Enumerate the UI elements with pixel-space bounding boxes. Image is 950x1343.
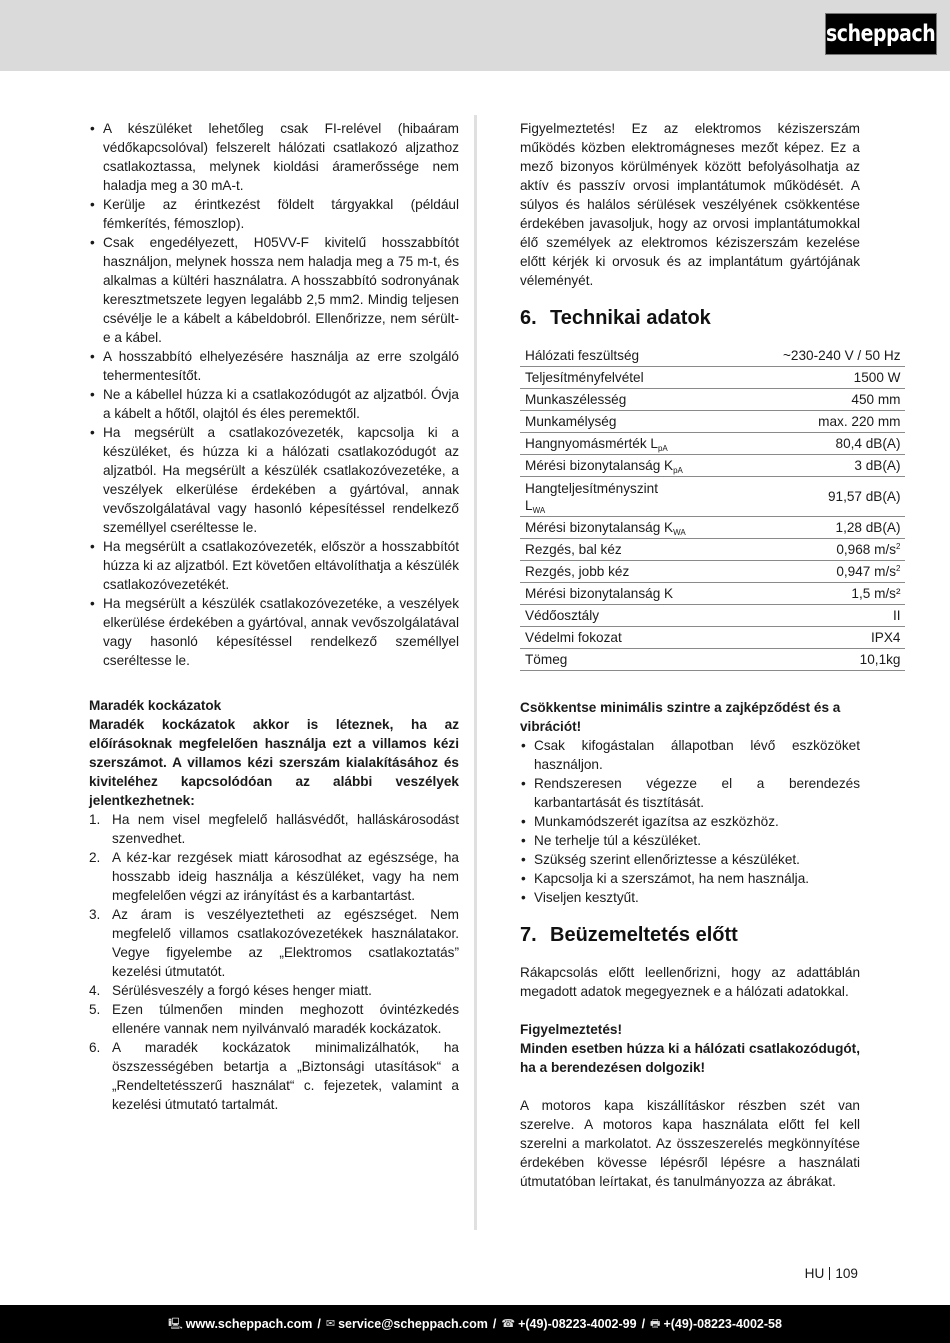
- spec-label-text: Védelmi fokozat: [525, 630, 622, 645]
- page-number-value: 109: [835, 1266, 858, 1281]
- spec-label-text: Védőosztály: [525, 608, 600, 623]
- page-number: [790, 1264, 858, 1283]
- spec-label-text: Munkamélység: [525, 414, 617, 429]
- spec-label-text: Mérési bizonytalanság K: [525, 586, 674, 601]
- warning-text: Minden esetben húzza ki a hálózati csatlakozódugót, ha a berendezésen dolgozik!: [520, 1041, 860, 1075]
- divider: [829, 1267, 830, 1280]
- section-6-heading: [520, 306, 860, 330]
- spec-label-text: Mérési bizonytalanság K: [525, 520, 674, 535]
- spec-value-text: 0,968 m/s: [836, 542, 897, 557]
- spec-label-text: Rezgés, jobb kéz: [525, 564, 630, 579]
- list-item: • Kapcsolja ki a szerszámot, ha nem használja.: [520, 869, 860, 888]
- list-item: • Szükség szerint ellenőriztesse a készüléket.: [520, 850, 860, 869]
- noise-reduction-list: [520, 736, 860, 907]
- separator: /: [492, 1316, 497, 1331]
- spec-value-text: ~230-240 V / 50 Hz: [782, 348, 901, 363]
- phone-number[interactable]: +(49)-08223-4002-99: [518, 1316, 637, 1331]
- left-column: [89, 119, 459, 1114]
- fax-number: +(49)-08223-4002-58: [663, 1316, 782, 1331]
- list-item: • Ne a kábellel húzza ki a csatlakozódugót az aljzatból. Óvja a kábelt a hőtől, olajtól és éles peremektől.: [89, 385, 459, 423]
- spec-value: [778, 455, 905, 477]
- section-number: 7.: [520, 924, 537, 946]
- spec-value-superscript: 2: [896, 542, 901, 551]
- spec-value-text: 0,947 m/s: [836, 564, 897, 579]
- item-number: 3.: [89, 907, 101, 922]
- spec-label-text: Hálózati feszültség: [525, 348, 640, 363]
- right-column: [520, 119, 901, 1191]
- table-row: [520, 627, 905, 649]
- table-row: [520, 411, 905, 433]
- list-item: • Csak kifogástalan állapotban lévő eszközöket használjon.: [520, 736, 860, 774]
- pre-check-paragraph: Rákapcsolás előtt leellenőrizni, hogy az adattáblán megadott adatok megegyeznek e a hálózati adatokkal.: [520, 965, 860, 999]
- logo-text: scheppach: [826, 20, 936, 47]
- spec-label: [520, 583, 778, 605]
- item-number: 2.: [89, 850, 101, 865]
- spec-label: [520, 627, 778, 649]
- item-number: 4.: [89, 983, 101, 998]
- spec-label: [520, 433, 778, 455]
- spec-value-text: 1,28 dB(A): [835, 520, 901, 535]
- section-number: 6.: [520, 307, 537, 329]
- list-item: • Ha megsérült a csatlakozóvezeték, először a hosszabbítót húzza ki az aljzatból. Ezt követően eltávolíthatja a készülék csatlakozóvezetékét.: [89, 537, 459, 594]
- spec-value: [778, 583, 905, 605]
- list-item: • Kerülje az érintkezést földelt tárgyakkal (például fémkerítés, fémoszlop).: [89, 195, 459, 233]
- spec-label: [520, 605, 778, 627]
- spec-value-text: 10,1kg: [859, 652, 901, 667]
- residual-risks-heading: Maradék kockázatok: [89, 698, 222, 713]
- spec-label-text: Munkaszélesség: [525, 392, 627, 407]
- spec-label: [520, 649, 778, 671]
- spec-value-text: 450 mm: [851, 392, 901, 407]
- separator: /: [317, 1316, 321, 1331]
- spec-label: [520, 367, 778, 389]
- table-row: [520, 649, 905, 671]
- spec-value-text: 91,57 dB(A): [827, 489, 901, 504]
- spec-label: [520, 411, 778, 433]
- spec-value-text: IPX4: [871, 630, 901, 645]
- residual-risks-intro: Maradék kockázatok akkor is léteznek, ha az előírásoknak megfelelően használja ezt a villamos kézi szerszámot. A villamos kézi szerszám kialakításához és kiviteléhez kapcsolódóan az alábbi veszélyek jelentkezhetnek:: [89, 717, 459, 808]
- spec-value: [778, 627, 905, 649]
- spec-label-text: Teljesítményfelvétel: [525, 370, 644, 385]
- spec-value: [778, 517, 905, 539]
- list-item: [89, 905, 459, 981]
- spec-value: [778, 433, 905, 455]
- section-title: Beüzemeltetés előtt: [550, 924, 738, 946]
- fax-icon: 🖶: [650, 1317, 661, 1330]
- list-item: • A hosszabbító elhelyezésére használja az erre szolgáló tehermentesítőt.: [89, 347, 459, 385]
- spec-label-text: Hangteljesítményszint L: [525, 481, 658, 513]
- spec-label: [520, 455, 778, 477]
- spec-label-text: Tömeg: [525, 652, 568, 667]
- website-link[interactable]: www.scheppach.com: [185, 1316, 313, 1331]
- separator: /: [641, 1316, 646, 1331]
- spec-label-text: Hangnyomásmérték L: [525, 436, 658, 451]
- spec-value: [778, 649, 905, 671]
- spec-value-text: 3 dB(A): [854, 458, 901, 473]
- list-item: [89, 848, 459, 905]
- spec-label-subscript: pA: [673, 466, 683, 475]
- item-number: 1.: [89, 812, 101, 827]
- spec-value: [778, 411, 905, 433]
- list-item: [89, 810, 459, 848]
- table-row: [520, 367, 905, 389]
- item-text: A maradék kockázatok minimalizálhatók, ha öszszességében betartja a „Biztonsági utasítások“ a „Rendeltetésszerű használat“ c. fejezetek, valamint a kezelési útmutató tartalmát.: [112, 1040, 459, 1112]
- scheppach-logo: [825, 13, 937, 55]
- list-item: • Viseljen kesztyűt.: [520, 888, 860, 907]
- spec-label-subscript: WA: [532, 506, 546, 515]
- spec-label: [520, 345, 778, 367]
- safety-bullet-list: [89, 119, 459, 670]
- list-item: • Csak engedélyezett, H05VV-F kivitelű hosszabbítót használjon, melynek hossza nem haladja meg a 75 m-t, és alkalmas a kültéri használatra. A hosszabbító sodronyának keresztmetszete legyen legalább 2,5 mm2. Mindig teljesen csévélje le a kábelt a kábeldobról. Ellenőrizze, nem sérült-e a kábel.: [89, 233, 459, 347]
- table-row: [520, 389, 905, 411]
- spec-value: [778, 477, 905, 517]
- spec-value-text: 80,4 dB(A): [835, 436, 901, 451]
- spec-value: [778, 539, 905, 561]
- list-item: [89, 1000, 459, 1038]
- spec-label: [520, 389, 778, 411]
- table-row: [520, 605, 905, 627]
- emf-warning-paragraph: Figyelmeztetés! Ez az elektromos kéziszerszám működés közben elektromágneses mezőt képez. Ez a mező bizonyos körülmények között befolyásolhatja az aktív és passzív orvosi implantátumok működését. A súlyos és halálos sérülések veszélyének csökkentése érdekében javasoljuk, hogy az orvosi implantátumokkal élő személyek az elektromos kéziszerszám kezelése előtt kérjék ki orvosuk és az implantátum gyártójának véleményét.: [520, 121, 860, 288]
- spec-value-text: II: [892, 608, 901, 623]
- spec-label: [520, 561, 778, 583]
- table-row: [520, 517, 905, 539]
- section-title: Technikai adatok: [550, 307, 711, 329]
- table-row: [520, 433, 905, 455]
- computer-icon: 🖳: [168, 1317, 183, 1330]
- spec-value-text: 1,5 m/s²: [851, 586, 901, 601]
- contact-footer: [0, 1305, 950, 1343]
- list-item: [89, 981, 459, 1000]
- list-item: • Munkamódszerét igazítsa az eszközhöz.: [520, 812, 860, 831]
- spec-label: [520, 539, 778, 561]
- spec-label-subscript: WA: [673, 528, 686, 537]
- email-link[interactable]: service@scheppach.com: [338, 1316, 488, 1331]
- item-text: Ha nem visel megfelelő hallásvédőt, halláskárosodást szenvedhet.: [112, 812, 459, 846]
- table-row: [520, 539, 905, 561]
- item-number: 6.: [89, 1040, 101, 1055]
- spec-value: [778, 345, 905, 367]
- table-row: [520, 477, 905, 517]
- list-item: [89, 1038, 459, 1114]
- spec-value: [778, 367, 905, 389]
- item-text: Az áram is veszélyeztetheti az egészséget. Nem megfelelő villamos csatlakozóvezetékek használatakor. Vegye figyelembe az „Elektromos csatlakoztatás” kezelési útmutatót.: [112, 907, 459, 979]
- spec-value-text: 1500 W: [853, 370, 901, 385]
- list-item: • Ne terhelje túl a készüléket.: [520, 831, 860, 850]
- phone-icon: ☎: [501, 1317, 516, 1330]
- list-item: • Ha megsérült a csatlakozóvezeték, kapcsolja ki a készüléket, és húzza ki a hálózati csatlakozódugót az aljzatból. Ha megsérült a készülék csatlakozóvezetéke, a veszélyek elkerülése érdekében a gyártóval, annak vevőszolgálatával vagy hasonló képesítéssel rendelkező személlyel cseréltesse le.: [89, 423, 459, 537]
- list-item: • Rendszeresen végezze el a berendezés karbantartását és tisztítását.: [520, 774, 860, 812]
- spec-label-text: Rezgés, bal kéz: [525, 542, 622, 557]
- spec-value: [778, 605, 905, 627]
- spec-label: [520, 517, 778, 539]
- warning-title: Figyelmeztetés!: [520, 1022, 622, 1037]
- assembly-paragraph: A motoros kapa kiszállításkor részben szét van szerelve. A motoros kapa használata előtt fel kell szerelni a markolatot. Az összeszerelés megkönnyítése érdekében kövesse lépésről lépésre a használati útmutatóban leírtakat, és tanulmányozza az ábrákat.: [520, 1098, 860, 1189]
- table-row: [520, 561, 905, 583]
- item-number: 5.: [89, 1002, 101, 1017]
- page-header-band: [0, 0, 950, 71]
- section-7-heading: [520, 923, 860, 947]
- spec-label-subscript: pA: [657, 444, 668, 453]
- list-item: • Ha megsérült a készülék csatlakozóvezetéke, a veszélyek elkerülése érdekében a gyártóval, annak vevőszolgálatával vagy hasonló képesítéssel rendelkező személlyel cseréltesse le.: [89, 594, 459, 670]
- spec-value: [778, 561, 905, 583]
- spec-value-superscript: 2: [896, 564, 901, 573]
- noise-reduction-heading: Csökkentse minimális szintre a zajképződést és a vibrációt!: [520, 700, 841, 734]
- spec-label-text: Mérési bizonytalanság K: [525, 458, 674, 473]
- column-divider: [474, 115, 477, 1230]
- residual-risks-list: [89, 810, 459, 1114]
- technical-data-table: [520, 345, 905, 671]
- table-row: [520, 455, 905, 477]
- item-text: Sérülésveszély a forgó késes henger miatt.: [112, 983, 372, 998]
- table-row: [520, 345, 905, 367]
- item-text: A kéz-kar rezgések miatt károsodhat az egészsége, ha hosszabb ideig használja a készüléket, vagy ha nem megfelelően végzi az irányítást és a karbantartást.: [112, 850, 459, 903]
- language-code: HU: [804, 1266, 825, 1281]
- spec-value-text: max. 220 mm: [818, 414, 901, 429]
- spec-label: [520, 477, 778, 517]
- table-row: [520, 583, 905, 605]
- spec-value: [778, 389, 905, 411]
- list-item: • A készüléket lehetőleg csak FI-relével (hibaáram védőkapcsolóval) felszerelt hálózati csatlakozó aljzathoz csatlakoztassa, melynek kioldási áramerőssége nem haladja meg a 30 mA-t.: [89, 119, 459, 195]
- item-text: Ezen túlmenően minden meghozott óvintézkedés ellenére vannak nem nyilvánvaló maradék kockázatok.: [112, 1002, 459, 1036]
- email-icon: ✉: [325, 1317, 336, 1330]
